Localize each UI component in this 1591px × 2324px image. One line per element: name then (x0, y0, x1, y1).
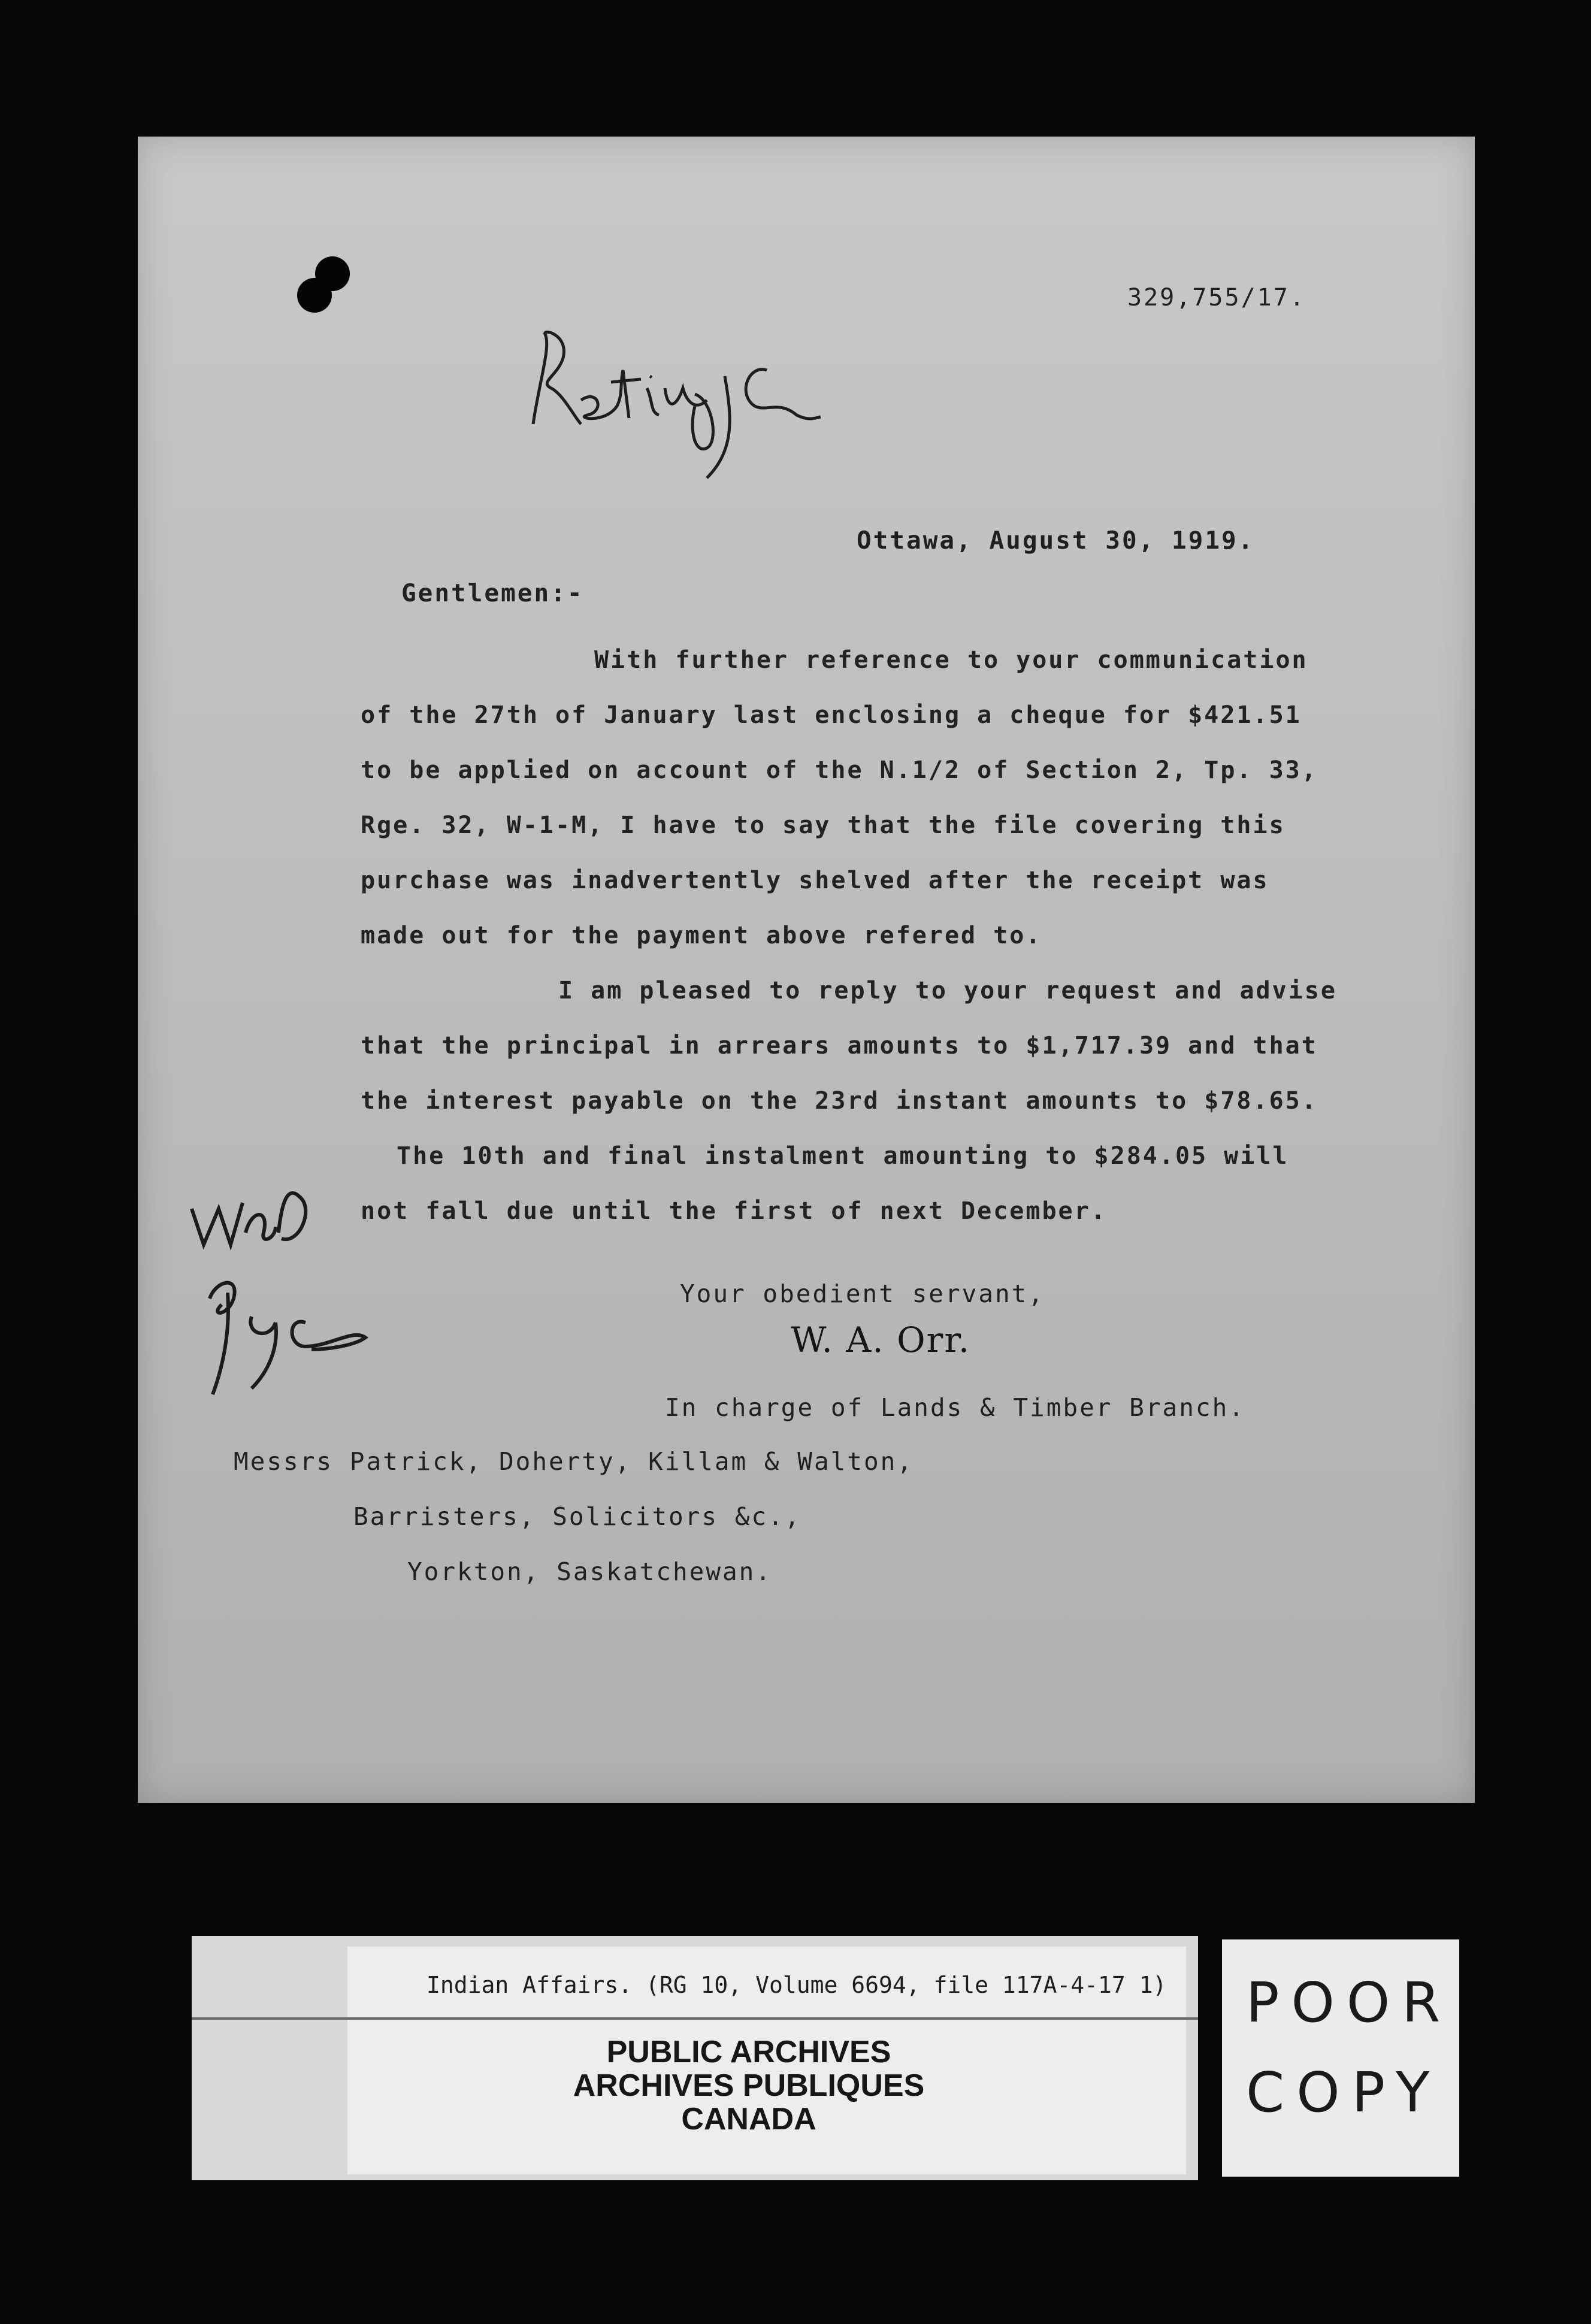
label-divider (192, 2017, 1198, 2020)
institution-line: CANADA (681, 2102, 816, 2137)
poor-copy-note: POOR (1246, 1971, 1453, 2035)
address-line: Yorkton, Saskatchewan. (407, 1557, 773, 1586)
handwritten-return-note (515, 310, 827, 490)
body-line: With further reference to your communication (594, 646, 1308, 674)
address-line: Barristers, Solicitors &c., (353, 1502, 801, 1531)
letter-body (361, 633, 1337, 1239)
address-line: Messrs Patrick, Doherty, Killam & Walton, (234, 1447, 914, 1476)
file-number: 329,755/17. (1127, 284, 1306, 311)
letter-date: Ottawa, August 30, 1919. (857, 526, 1255, 555)
signatory-title: In charge of Lands & Timber Branch. (665, 1393, 1245, 1422)
salutation: Gentlemen:- (401, 579, 584, 607)
letter-page (138, 137, 1475, 1803)
closing: Your obedient servant, (680, 1279, 1045, 1308)
poor-copy-note: COPY (1246, 2060, 1442, 2125)
body-line: Rge. 32, W-1-M, I have to say that the file covering this (361, 812, 1285, 839)
institution-line: ARCHIVES PUBLIQUES (573, 2068, 925, 2103)
body-line: purchase was inadvertently shelved after the receipt was (361, 867, 1269, 894)
institution-line: PUBLIC ARCHIVES (606, 2035, 891, 2069)
archive-institution (539, 2035, 958, 2136)
body-line: The 10th and final instalment amounting to $284.05 will (397, 1142, 1289, 1170)
signature: W. A. Orr. (791, 1320, 971, 1360)
body-line: to be applied on account of the N.1/2 of Section 2, Tp. 33, (361, 756, 1318, 784)
body-line: made out for the payment above refered to. (361, 922, 1042, 949)
body-line: the interest payable on the 23rd instant amounts to $78.65. (361, 1087, 1318, 1115)
body-line: I am pleased to reply to your request and advise (558, 977, 1337, 1004)
handwritten-initials (186, 1143, 377, 1418)
archive-reference: Indian Affairs. (RG 10, Volume 6694, file 117A-4-17 1) (427, 1972, 1167, 1998)
body-line: of the 27th of January last enclosing a cheque for $421.51 (361, 701, 1302, 729)
body-line: not fall due until the first of next December. (361, 1197, 1107, 1225)
punch-hole (297, 278, 332, 313)
body-line: that the principal in arrears amounts to $1,717.39 and that (361, 1032, 1318, 1060)
